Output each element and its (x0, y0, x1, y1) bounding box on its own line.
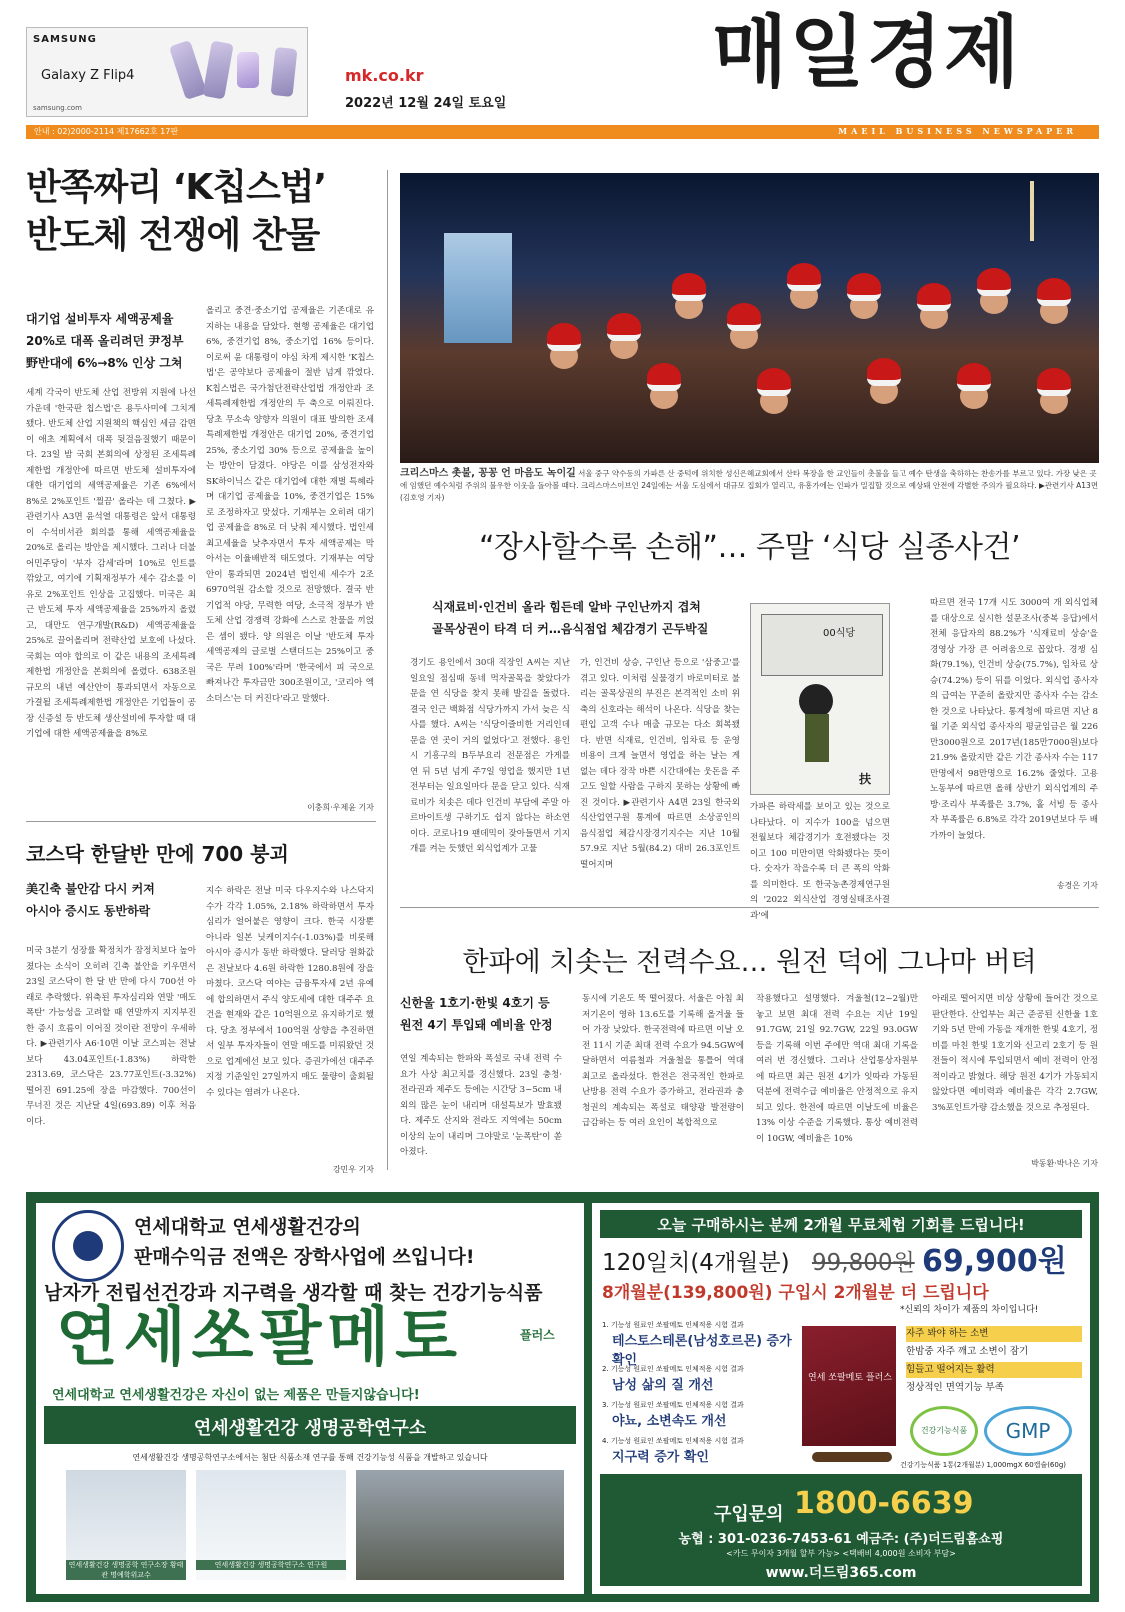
column-divider (387, 170, 388, 1170)
ad-price-label: 120일치(4개월분) (602, 1250, 790, 1276)
kosdaq-subheadline: 美긴축 불안감 다시 커져 아시아 증시도 동반하락 (26, 882, 155, 918)
power-body-col2: 동시에 기온도 뚝 떨어졌다. 서울은 아침 최저기온이 영하 13.6도를 기록해 올겨울 들어 가장 낮았다. 한국전력에 따르면 이날 오전 11시 기준 최대 전력 수요가 94.5GW에 달하면서 여름철과 겨울철을 통틀어 역대 최고로 올라섰다. 한전은 전국적인 한파로 난방용 전력 수요가 증가하고, 전라권과 충청권의 계속되는 폭설로 태양광 발전량이 급감하는 등 여러 요인이 복합적으로 (582, 994, 744, 1128)
phone-image-icon (237, 52, 259, 88)
ad-account: 농협 : 301-0236-7453-61 예금주: (주)더드림홈쇼핑 (678, 1532, 1004, 1547)
issue-info: 안내 : 02)2000-2114 제17662호 17판 (34, 127, 179, 136)
photo2-caption: 연세생활건강 생명공학연구소 연구원 (196, 1560, 346, 1570)
result-value: 야뇨, 소변속도 개선 (612, 1414, 727, 1429)
ad-phone-label: 구입문의 (714, 1504, 784, 1525)
result-label: 2. 기능성 원료인 쏘팔메토 인체적용 시험 결과 (602, 1365, 744, 1373)
christmas-photo[interactable] (400, 173, 1099, 463)
paper-name-en: MAEIL BUSINESS NEWSPAPER (838, 126, 1077, 136)
photo1-caption: 연세생활건강 생명공학 연구소장 황태관 명예학위교수 (66, 1560, 186, 1580)
restaurant-headline[interactable]: “장사할수록 손해”… 주말 ‘식당 실종사건’ (478, 530, 1020, 565)
ad-lab-title: 연세생활건강 생명공학연구소 (193, 1418, 427, 1439)
lead-body-col1: 세계 각국이 반도체 산업 전방위 지원에 나선 가운데 '한국판 칩스법'은 용두사미에 그치게 됐다. 반도체 산업 지원책의 핵심인 세금 감면이 애초 계획에서 대폭 뒷걸음질했기 때문이다. 23일 밤 국회 본회의에 상정된 조세특례제한법 개정안에 따르면 반도체 설비투자에 대한 대기업의 세액공제율은 기존 6%에서 8%로 2%포인트 '찔끔' 올라는 데 그쳤다. ▶관련기사 A3면 윤석열 대통령은 앞서 대통령이 수석비서관 회의를 통해 세액공제율을 20%로 올리는 방안을 제시했다. 그러나 더불어민주당이 '부자 감세'라며 10%로 인트를 깎았고, 여기에 기획재정부가 세수 감소를 이유로 2%포인트 인상을 고집했다. 미국은 최근 반도체 투자 세액공제율을 25%까지 올렸고, 대만도 연구개발(R&D) 세액공제율을 25%로 끌어올리며 전략산업 보호에 나섰다. 국회는 여야 합의로 이 같은 내용의 조세특례제한법 개정안을 본회의에 올렸다. 638조원 규모의 내년 예산안이 통과되면서 자동으로 가결될 조세특례제한법 개정안은 기업들이 공장 신증설 등 반도체 생산설비에 투자할 때 대기업에 대한 세액공제율을 8%로 (26, 388, 196, 739)
ad-checklist: 자주 봐야 하는 소변 한밤중 자주 깨고 소변이 잠기 힘들고 떨어지는 활력 정상적인 면역기능 부족 (906, 1326, 1082, 1396)
ad-disclaimer: 연세대학교 연세생활건강은 자신이 없는 제품은 만들지않습니다! (52, 1388, 420, 1403)
restaurant-body-col1: 경기도 용인에서 30대 직장인 A씨는 지난 일요일 점심때 동네 먹자골목을 찾았다가 문을 연 식당을 찾지 못해 발길을 돌렸다. 결국 인근 백화점 식당가까지 가서 늦은 식사를 했다. A씨는 '식당이즐비한 거리인데문을 연 곳이 거의 없었다'고 전했다. 용인시 기흥구의 B두부요리 전문점은 가게를 연 뒤 5년 넘게 주7일 영업을 했지만 1년 전부터는 일요일마다 문을 닫고 있다. 식재료비가 치솟은 데다 인건비 부담에 주말 아르바이트생 구하기도 쉽지 않다는 하소연이다. 코로나19 팬데믹이 잦아들면서 기지개를 켜는 듯했던 외식업계가 고물 (410, 658, 570, 854)
ad-lab-desc: 연세생활건강 생명공학연구소에서는 첨단 식품소재 연구를 통해 건강기능성 식품을 개발하고 있습니다 (132, 1453, 488, 1462)
power-body-col1: 연일 계속되는 한파와 폭설로 국내 전력 수요가 사상 최고치를 경신했다. 23일 충청·전라권과 제주도 등에는 시간당 3~5cm 내외의 많은 눈이 내리며 대설특보가 발효됐다. 제주도 산지와 전라도 지역에는 50cm 이상의 눈이 내리며 그야말로 '눈폭탄'이 쏟아졌다. (400, 1054, 562, 1157)
lead-byline: 이충희·우제윤 기자 (307, 803, 374, 812)
ad-spec: 건강기능식품 1통(2개월분) 1,000mgX 60캡슐(60g) (900, 1461, 1067, 1469)
phone-image-icon (169, 40, 207, 100)
lead-headline[interactable]: 반쪽짜리 ‘K칩스법’ 반도체 전쟁에 찬물 (26, 167, 327, 256)
ad-phone[interactable]: 1800-6639 (794, 1486, 974, 1521)
lead-body-col2: 올리고 중견·중소기업 공제율은 기존대로 유지하는 내용을 담았다. 현행 공제율은 대기업 6%, 중견기업 8%, 중소기업 16% 등이다. 이로써 윤 대통령이 야심 차게 제시한 'K칩스법'은 공약보다 공제율이 절반 넘게 깎였다. K칩스법은 국가첨단전략산업법 개정안과 조세특례제한법 개정안의 두 축으로 이뤄진다. 당초 무소속 양향자 의원이 대표 발의한 조세특례제한법 개정안은 대기업 20%, 중견기업 25%, 중소기업 30% 등으로 공제율을 높이는 방안이 담겼다. 야당은 이를 삼성전자와 SK하이닉스 같은 대기업에 대한 재벌 특혜라며 대기업 공제율을 10%, 중견기업은 15%로 조정하자고 맞섰다. 기재부는 오히려 대기업 공제율을 8%로 더 낮춰 제시했다. 법인세 최고세율을 낮추자면서 투자 세액공제는 막아서는 이율배반적 태도였다. 기재부는 여당안이 통과되면 2024년 법인세 세수가 2조6970억원 감소할 것으로 전망했다. 결국 반기업적 야당, 무력한 여당, 소극적 정부가 반도체 산업 경쟁력 강화에 스스로 찬물을 끼얹은 셈이 됐다. 양 의원은 이날 '반도체 투자 세액공제의 글로벌 스탠더드는 25%이고 중국은 무려 100%'라며 '한국에서 피 국으로 빠져나간 투자금만 300조원이고, '코리아 엑소더스'는 더 커진다'라고 말했다. (206, 306, 374, 704)
ad-site: samsung.com (33, 104, 82, 112)
product-box-title: 연세 쏘팔메토 플러스 (808, 1373, 892, 1383)
capsules-image (812, 1452, 892, 1462)
restaurant-byline: 송경은 기자 (1056, 881, 1098, 890)
kosdaq-body-col1: 미국 3분기 성장률 확정치가 잠정치보다 높아졌다는 소식이 오히려 긴축 불안을 키우면서 23일 코스닥이 한 달 반 만에 다시 700선 아래로 추락했다. 위축된 투자심리와 연말 '매도 폭탄' 가능성을 고려할 때 연말까지 지지부진한 증시 흐름이 이어질 것이란 전망이 우세하다. ▶관련기사 A6·10면 이날 코스피는 전날보다 43.04포인트(-1.83%) 하락한 2313.69, 코스닥은 23.77포인트(-3.32%) 떨어진 691.25에 장을 마감했다. 700선이 무너진 것은 지난달 4일(693.89) 이후 처음이다. (26, 946, 196, 1127)
masthead-logo: 매일경제 (712, 8, 1022, 98)
ad-product-suffix: 플러스 (520, 1328, 555, 1342)
phone-image-icon (202, 41, 233, 100)
ad-price-old: 99,800원 (812, 1250, 915, 1276)
ad-promo-title: 오늘 구매하시는 분께 2개월 무료체험 기회를 드립니다! (657, 1216, 1025, 1234)
site-url[interactable]: mk.co.kr (345, 66, 424, 85)
restaurant-body-col3: 가파른 하락세를 보이고 있는 것으로 나타났다. 이 지수가 100을 넘으면 전월보다 체감경기가 호전됐다는 것이고 100 미만이면 악화됐다는 뜻이다. 숫자가 작을수록 더 큰 폭의 악화를 의미한다. 또 한국농촌경제연구원의 '2022 외식산업 경영실태조사결과'에 (750, 802, 890, 921)
ad-bundle-note: *신뢰의 차이가 제품의 차이입니다! (900, 1305, 1039, 1315)
restaurant-cartoon: 00식당 扶 (750, 603, 890, 795)
kosdaq-headline[interactable]: 코스닥 한달반 만에 700 붕괴 (26, 842, 289, 866)
result-value: 테스토스테론(남성호르몬) 증가확인 (612, 1334, 792, 1368)
restaurant-subheadline: 식재료비·인건비 올라 힘든데 알바 구인난까지 겹쳐 골목상권이 타격 더 커…음식점업 체감경기 곤두박질 (432, 600, 709, 636)
photo-caption: 크리스마스 촛불, 꽁꽁 언 마음도 녹이길 서울 중구 약수동의 가파른 산 중턱에 위치한 성신은혜교회에서 산타 복장을 한 교인들이 촛불을 들고 예수 탄생을 축하하는 찬송가를 부르고 있다. 가장 낮은 곳에 임했던 예수처럼 주위의 불우한 이웃을 돌아볼 때다. 크리스마스이브인 24일에는 서울 도심에서 대규모 집회가 열리고, 유흥가에는 인파가 밀집할 것으로 예상돼 안전에 각별한 주의가 필요하다. ▶관련기사 A13면 (김호영 기자) (400, 468, 1099, 502)
health-food-badge-icon: 건강기능식품 (910, 1406, 978, 1456)
namsan-tower-icon (1030, 181, 1034, 241)
result-label: 4. 기능성 원료인 쏘팔메토 인체적용 시험 결과 (602, 1437, 744, 1445)
ad-univ-line1: 연세대학교 연세생활건강의 (134, 1216, 361, 1238)
power-headline[interactable]: 한파에 치솟는 전력수요… 원전 덕에 그나마 버텨 (462, 947, 1037, 978)
ad-brand: SAMSUNG (33, 34, 97, 45)
divider (400, 907, 1099, 908)
kosdaq-byline: 강민우 기자 (332, 1165, 374, 1174)
phone-image-icon (271, 47, 298, 97)
samsung-ad-banner[interactable] (26, 27, 308, 117)
power-byline: 박동환·박나은 기자 (1031, 1159, 1098, 1168)
result-label: 3. 기능성 원료인 쏘팔메토 인체적용 시험 결과 (602, 1401, 744, 1409)
ad-tagline: 남자가 전립선건강과 지구력을 생각할 때 찾는 건강기능식품 (44, 1282, 543, 1304)
university-seal-icon (52, 1210, 124, 1282)
ad-univ-line2: 판매수익금 전액은 장학사업에 쓰입니다! (134, 1246, 475, 1268)
power-body-col4: 아래로 떨어지면 비상 상황에 들어간 것으로 판단한다. 산업부는 최근 준공된 신한울 1호기와 5년 만에 가동을 재개한 한빛 4호기, 정비를 마친 한빛 1호기와 신고리 2호기 등 원전들이 적시에 투입되면서 예비 전력이 안정적이라고 밝혔다. 해당 원전 4기가 가동되지 않았다면 예비력과 예비율은 각각 2.7GW, 3%포인트가량 감소했을 것으로 추정된다. (932, 994, 1098, 1113)
ad-website[interactable]: www.더드림365.com (765, 1565, 917, 1581)
result-label: 1. 기능성 원료인 쏘팔메토 인체적용 시험 결과 (602, 1321, 744, 1329)
gmp-badge-icon: GMP (984, 1406, 1072, 1456)
restaurant-body-col2: 가, 인건비 상승, 구인난 등으로 '삼중고'를 겪고 있다. 이처럼 실물경기 바로미터로 불리는 골목상권의 부진은 본격적인 소비 위축의 신호라는 해석이 나온다. 식당을 찾는 편입 고객 수나 매출 규모는 다소 회복됐다. 반면 식재료, 인건비, 임차료 등 운영 비용이 크게 늘면서 영업을 하는 날는 게 없는 데다 장작 바쁜 시간대에는 웃돈을 주고도 일할 사람을 구하지 못하는 상황에 빠진 것이다. ▶관련기사 A4면 23일 한국외식산업연구원 통계에 따르면 소상공인의 음식점업 체감시장경기지수는 지난 10월 57.9로 지난 5월(84.2) 대비 26.3포인트 떨어지며 (580, 658, 740, 870)
issue-date: 2022년 12월 24일 토요일 (345, 96, 507, 111)
kosdaq-body-col2: 지수 하락은 전날 미국 다우지수와 나스닥지수가 각각 1.05%, 2.18% 하락하면서 투자심리가 얼어붙은 영향이 크다. 한국 시장뿐 아니라 일본 닛케이지수(-1.03%)를 비롯해 아시아 증시가 동반 하락했다. 달러당 원화값은 전날보다 4.6원 하락한 1280.8원에 장을 마쳤다. 코스닥 여야는 금융투자세 2년 유예에 합의하면서 주식 양도세에 대한 대주주 요건을 현재와 같은 10억원으로 유지하기로 했다. 당초 정부에서 100억원 상향을 추진하면서 일부 투자자들이 연말 매도를 미뤄왔던 것으로 업계에선 보고 있다. 증권가에선 대주주 지정 기준일인 27일까지 매도 물량이 출회될 수 있다는 염려가 나온다. (206, 886, 374, 1098)
ad-note: <카드 무이자 3개월 할부 가능> <택배비 4,000원 소비자 부담> (726, 1549, 956, 1558)
ad-bundle-offer: 8개월분(139,800원) 구입시 2개월분 더 드립니다 (602, 1283, 989, 1303)
power-body-col3: 작용했다고 설명했다. 겨울철(12~2월)만 놓고 보면 최대 전력 수요는 지난 19일 91.7GW, 21일 92.7GW, 22일 93.0GW 등을 기록해 이번 주에만 역대 최대 기록을 여러 번 경신했다. 그러나 산업통상자원부에 따르면 최근 원전 4기가 잇따라 가동된 덕분에 전력수급 예비율은 안정적으로 유지되고 있다. 한전에 따르면 이날도에 비율은 13% 이상 수준을 기록했다. 통상 예비전력이 10GW, 예비율은 10% (756, 994, 918, 1144)
lead-subheadline: 대기업 설비투자 세액공제율 20%로 대폭 올리려던 尹정부 野반대에 6%→8% 인상 그쳐 (26, 312, 184, 370)
result-value: 지구력 증가 확인 (612, 1450, 709, 1465)
result-value: 남성 삶의 질 개선 (612, 1378, 714, 1393)
ad-product-name: 연세쏘팔메토 (56, 1301, 463, 1375)
power-subheadline: 신한울 1호기·한빛 4호기 등 원전 4기 투입돼 예비율 안정 (400, 996, 553, 1032)
restaurant-body-col4: 따르면 전국 17개 시도 3000여 개 외식업체를 대상으로 실시한 설문조사(중복 응답)에서 전체 응답자의 88.2%가 '식재료비 상승'을 경영상 가장 큰 어려움으로 꼽았다. 경쟁 심화(79.1%), 인건비 상승(75.7%), 임차료 상승(74.2%) 등이 뒤를 이었다. 외식업 종사자의 급여는 꾸준히 올랐지만 종사자 수는 감소한 것으로 나타났다. 통계청에 따르면 지난 8월 기준 외식업 종사자의 평균임금은 월 226만3000원으로 2017년(185만7000원)보다 21.9% 올랐지만 같은 기간 종사자 수는 117만명에서 98만명으로 16.2% 줄었다. 고용노동부에 따르면 올해 상반기 외식업계의 주방·조리사 부족률은 3.7%, 홀 서빙 등 종사자 부족률은 6.8%로 각각 2019년보다 두 배 가까이 늘었다. (930, 598, 1099, 841)
building-image (444, 233, 512, 343)
ad-model: Galaxy Z Flip4 (41, 68, 135, 83)
divider (26, 821, 376, 822)
product-box (802, 1326, 896, 1446)
ad-price-new: 69,900원 (922, 1244, 1067, 1279)
campus-photo (356, 1470, 564, 1580)
